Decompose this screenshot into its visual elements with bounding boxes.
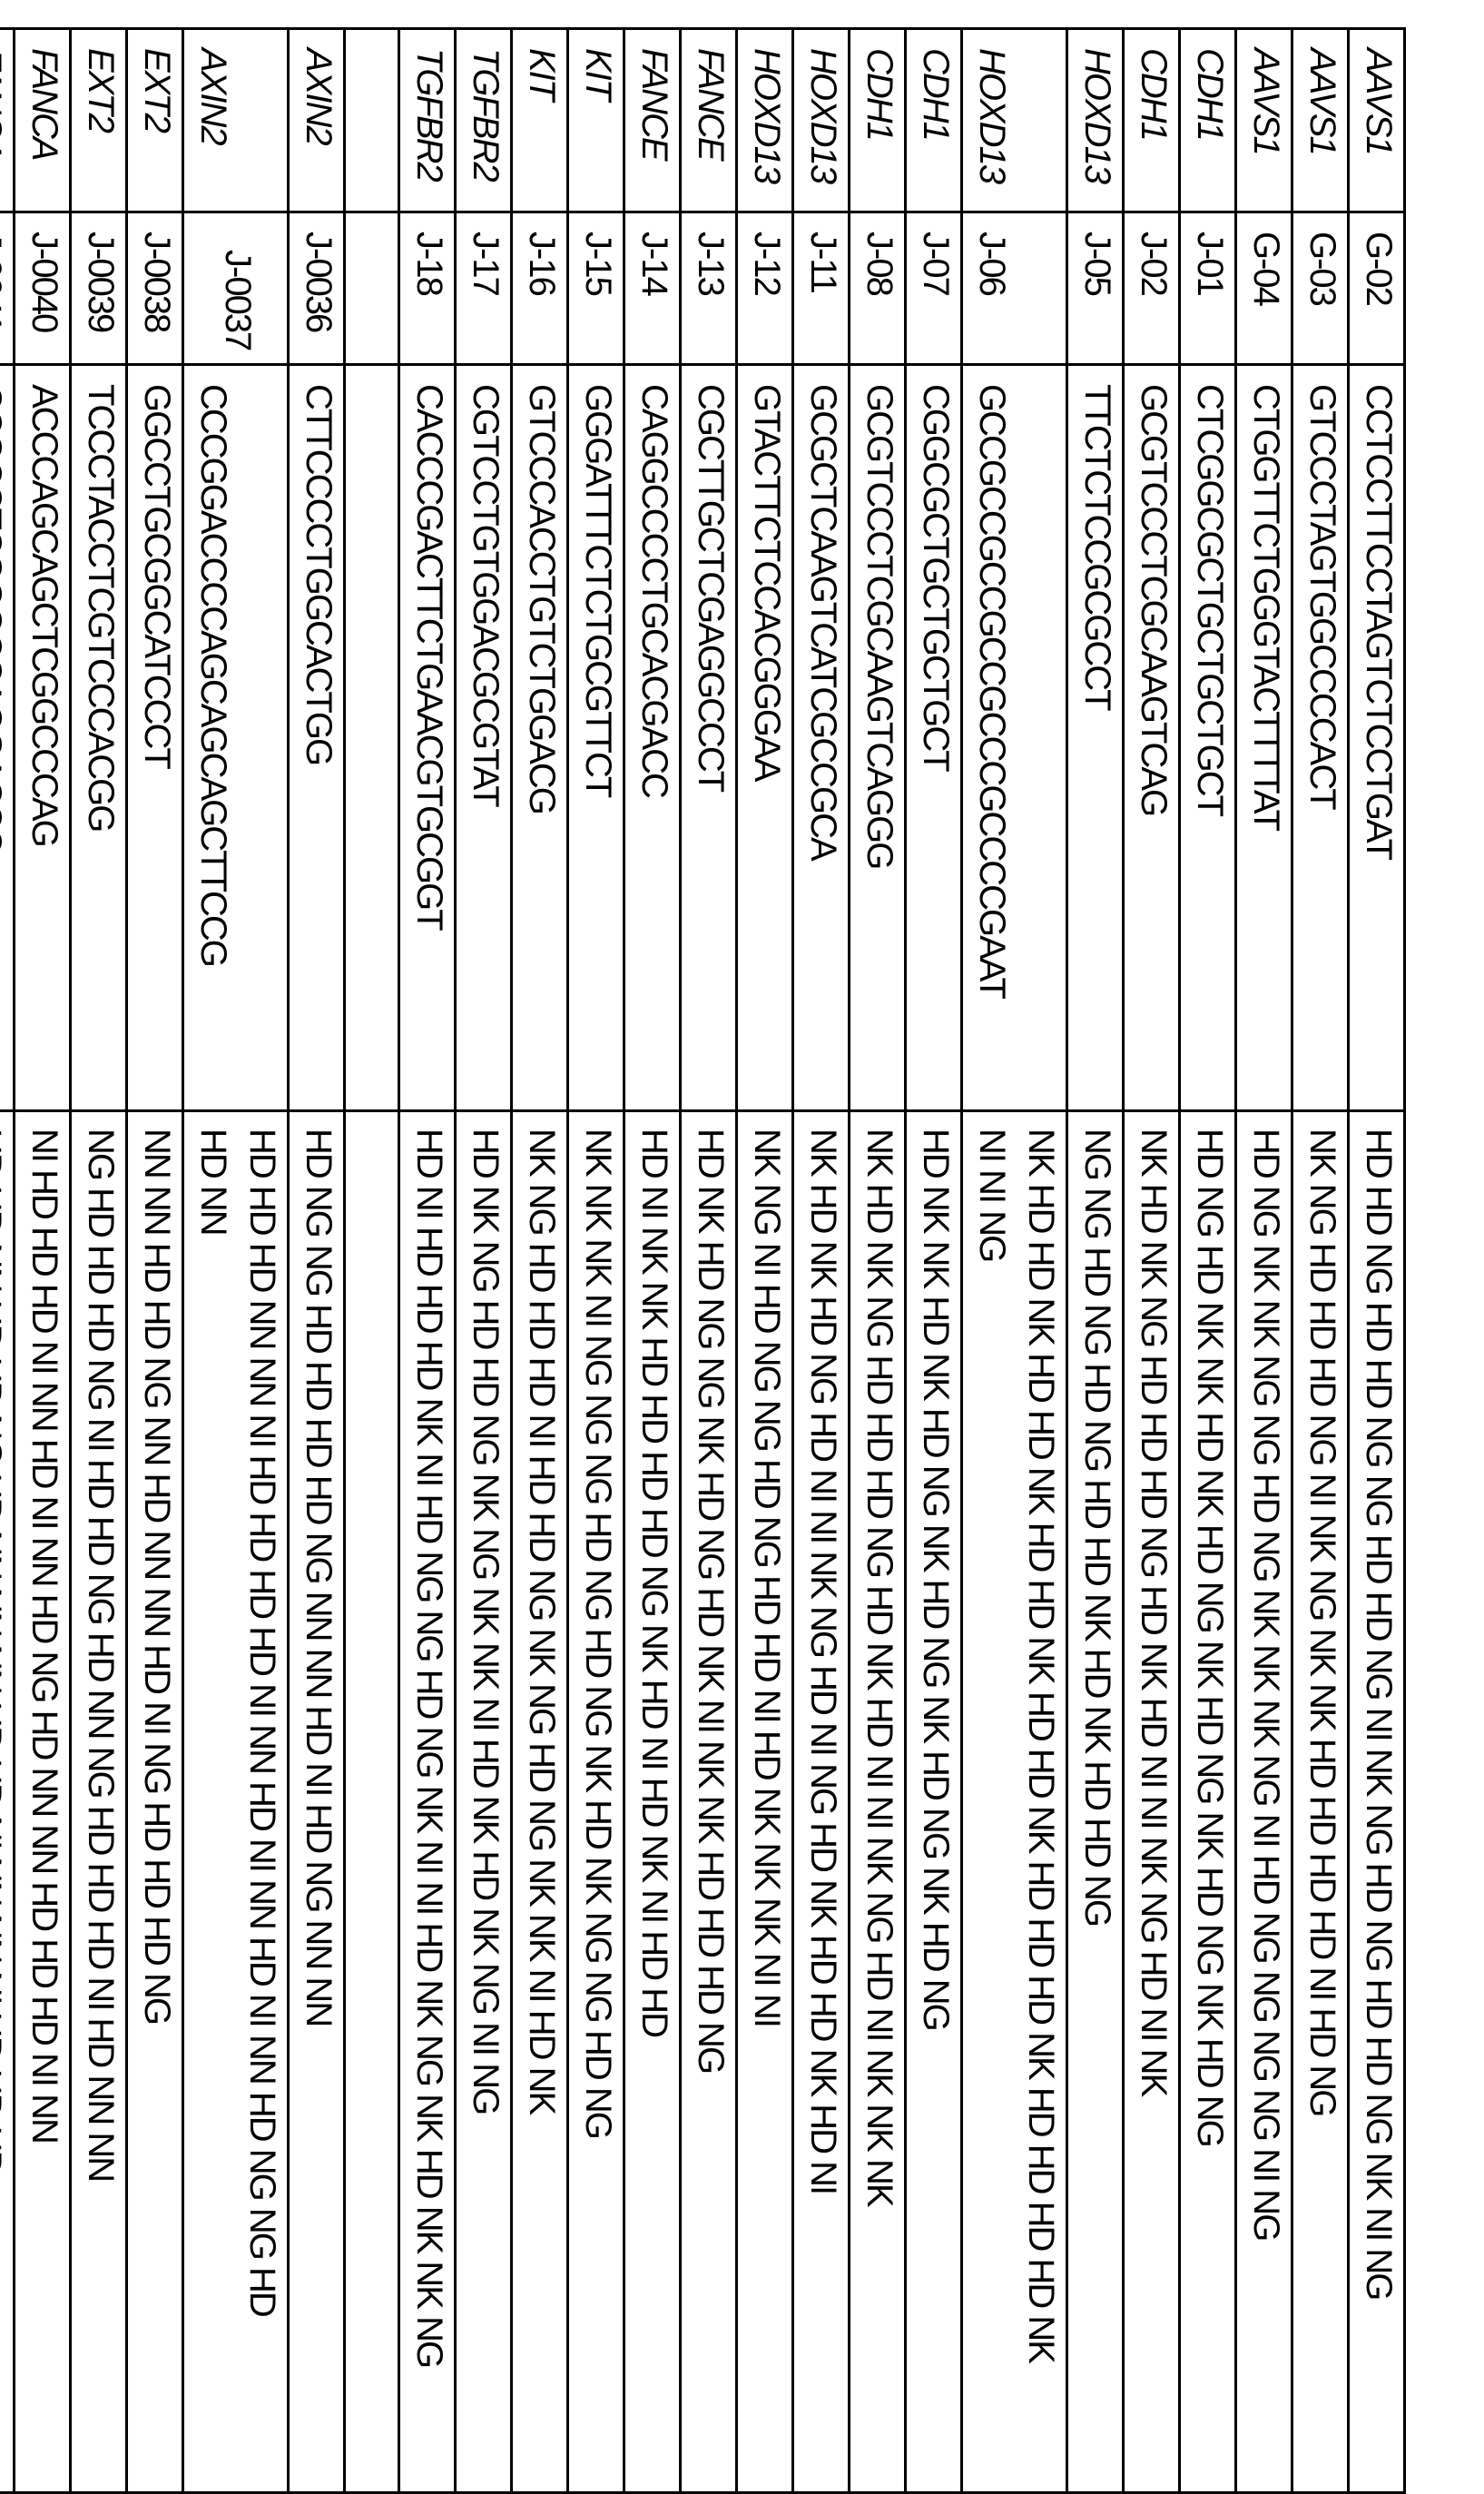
gene-cell: KIT [512, 29, 568, 212]
gene-cell: HOXD13 [737, 29, 793, 212]
rvd-line: NK HD NK NG HD HD HD NG HD NK HD NI NI NK NG HD NI NK NK NK [855, 1129, 904, 2491]
gene-cell [345, 29, 399, 212]
sequence-cell: ACCCAGCAGCTCGGCCCAG [15, 365, 71, 1111]
sequence-cell: CGTCCTGTGGACGCGTAT [456, 365, 512, 1111]
rvd-line: HD HD HD NN NN NI HD HD HD HD NI NN HD NI NN HD NI NN HD NG NG HD [238, 1129, 287, 2491]
gene-cell: FANCA [15, 29, 71, 212]
rvd-cell [1180, 1111, 1236, 2493]
rvd-cell [0, 1111, 15, 2493]
rvd-line: HD HD NN HD HD NG HD NN NN NN HD HD NI NN NN NI HD HD HD [0, 1129, 13, 2491]
table-row [399, 29, 456, 2493]
id-cell: J-17 [456, 212, 512, 365]
table-row [624, 29, 681, 2493]
rvd-line: NK NG NI HD NG NG HD NG HD HD NI HD NK NK NK NI NI [742, 1129, 791, 2491]
table-row [127, 29, 183, 2493]
rvd-line: NI NI NG [968, 1129, 1017, 2491]
sequence-cell: CTGGTTCTGGGTACTTTTAT [1236, 365, 1292, 1111]
sequence-cell: CCGCCTCGGGCCAGGACCC [0, 365, 15, 1111]
table-row [1124, 29, 1180, 2493]
rvd-cell [15, 1111, 71, 2493]
rvd-cell [906, 1111, 962, 2493]
sequence-cell: GCCGCCGCCGCCGCCCGCCCCGAAT [962, 365, 1067, 1111]
rvd-line: NK HD HD NK HD HD NK HD HD NK HD HD NK HD HD HD NK HD HD HD HD NK [1017, 1129, 1066, 2491]
rvd-line: NK NG HD HD HD NI HD HD NG NK NG HD NG NK NK NI HD NK [517, 1129, 566, 2491]
empty-row [345, 29, 399, 2493]
gene-cell: EXT2 [71, 29, 127, 212]
table-row [962, 29, 1067, 2493]
rvd-cell [737, 1111, 793, 2493]
rvd-line: HD HD NG HD HD NG NG HD HD NG NI NK NG HD NG HD HD NG NK NI NG [1354, 1129, 1403, 2491]
sequence-cell: GTCCCTAGTGGCCCCACT [1292, 365, 1349, 1111]
rvd-cell [568, 1111, 624, 2493]
rvd-cell [850, 1111, 906, 2493]
gene-cell: CDH1 [1180, 29, 1236, 212]
id-cell: J-16 [512, 212, 568, 365]
sequence-cell: GTCCCACCTGTCTGGACG [512, 365, 568, 1111]
id-cell: J-14 [624, 212, 681, 365]
gene-cell: AAVS1 [1349, 29, 1405, 212]
rvd-cell [1349, 1111, 1405, 2493]
gene-cell: AAVS1 [1292, 29, 1349, 212]
rvd-line: HD NK NG HD HD NG NK NG NK NK NI HD NK HD NK NG NI NG [461, 1129, 510, 2491]
table-row [289, 29, 345, 2493]
gene-cell: EXT2 [127, 29, 183, 212]
rvd-cell [456, 1111, 512, 2493]
rvd-line: HD NG NK NK NG NG HD NG NK NK NK NG NI HD NG NG NG NG NI NG [1242, 1129, 1291, 2491]
table-row [1067, 29, 1124, 2493]
rotated-table-container [1, 27, 1406, 2494]
rvd-cell [624, 1111, 681, 2493]
gene-cell: HOXD13 [1067, 29, 1124, 212]
table-row [512, 29, 568, 2493]
gene-cell: TGFBR2 [456, 29, 512, 212]
id-cell: J-0040 [15, 212, 71, 365]
id-cell: J-18 [399, 212, 456, 365]
sequence-cell: GCGTCCCTCGCAAGTCAGGG [850, 365, 906, 1111]
id-cell: G-04 [1236, 212, 1292, 365]
id-cell: J-13 [681, 212, 737, 365]
rvd-cell [1124, 1111, 1180, 2493]
table-row [850, 29, 906, 2493]
gene-cell: AAVS1 [1236, 29, 1292, 212]
rvd-line: NK NG HD HD HD NG NI NK NG NK NK HD HD HD HD NI HD NG [1298, 1129, 1347, 2491]
rvd-line: NG NG HD NG HD NG HD HD NK HD NK HD HD NG [1073, 1129, 1122, 2491]
table-row [71, 29, 127, 2493]
rvd-cell [289, 1111, 345, 2493]
id-cell: J-0039 [71, 212, 127, 365]
talen-table [0, 27, 1406, 2494]
id-cell: J-0037 [183, 212, 289, 365]
gene-cell: KIT [568, 29, 624, 212]
rvd-cell [1292, 1111, 1349, 2493]
gene-cell: CDH1 [1124, 29, 1180, 212]
table-row [568, 29, 624, 2493]
rvd-line: NG HD HD HD NG NI HD HD NG HD NN NG HD HD HD NI HD NN NN [76, 1129, 125, 2491]
rvd-cell [399, 1111, 456, 2493]
table-row [1180, 29, 1236, 2493]
sequence-cell: TTCTCTCCGCGCCT [1067, 365, 1124, 1111]
id-cell: J-07 [906, 212, 962, 365]
sequence-cell: CCCGGACCCCAGCAGCAGCTTCCG [183, 365, 289, 1111]
id-cell: J-11 [793, 212, 850, 365]
rvd-cell [793, 1111, 850, 2493]
gene-cell: FANCA [0, 29, 15, 212]
rvd-cell [1067, 1111, 1124, 2493]
sequence-cell: GCGTCCCTCGCAAGTCAG [1124, 365, 1180, 1111]
gene-cell: TGFBR2 [399, 29, 456, 212]
id-cell: J-0041 [0, 212, 15, 365]
gene-cell: FANCE [681, 29, 737, 212]
rvd-line: HD NK NK HD NK HD NG NK HD NG NK HD NG NK HD NG [911, 1129, 960, 2491]
sequence-cell: GGCCTGCGGCATCCCT [127, 365, 183, 1111]
id-cell: J-12 [737, 212, 793, 365]
sequence-cell [345, 365, 399, 1111]
sequence-cell: CACCCGACTTCTGAACGTGCGGT [399, 365, 456, 1111]
rvd-line: HD NN [189, 1129, 238, 2491]
sequence-cell: GCGCTCAAGTCATCGCCGCA [793, 365, 850, 1111]
gene-cell: HOXD13 [962, 29, 1067, 212]
table-row [1292, 29, 1349, 2493]
id-cell: J-01 [1180, 212, 1236, 365]
id-cell: J-06 [962, 212, 1067, 365]
gene-cell: HOXD13 [793, 29, 850, 212]
table-row [15, 29, 71, 2493]
gene-cell: FANCE [624, 29, 681, 212]
table-body [0, 29, 1405, 2493]
id-cell: G-03 [1292, 212, 1349, 365]
table-row [0, 29, 15, 2493]
id-cell: J-15 [568, 212, 624, 365]
rvd-cell [962, 1111, 1067, 2493]
id-cell: J-0036 [289, 212, 345, 365]
table-row [1349, 29, 1405, 2493]
rvd-line: NK HD NK HD NG HD NI NI NK NG HD NI NG HD NK HD HD NK HD NI [799, 1129, 848, 2491]
id-cell: J-0038 [127, 212, 183, 365]
id-cell: G-02 [1349, 212, 1405, 365]
rvd-cell [345, 1111, 399, 2493]
sequence-cell: CGGCGCTGCTGCTGCT [906, 365, 962, 1111]
rvd-line: NK NK NK NI NG NG NG HD NG HD NG NK HD NK NG NG HD NG [574, 1129, 623, 2491]
table-row [1236, 29, 1292, 2493]
rvd-line: HD NK HD NG NG NK HD NG HD NK NI NK NK HD HD HD NG [686, 1129, 735, 2491]
rvd-cell [1236, 1111, 1292, 2493]
id-cell: J-02 [1124, 212, 1180, 365]
rvd-line: HD NI HD HD HD NK NI HD NG NG HD NG NK NI NI HD NK NG NK HD NK NK NG [405, 1129, 454, 2491]
id-cell: J-05 [1067, 212, 1124, 365]
table-row [906, 29, 962, 2493]
sequence-cell: CTTCCCCTGGCACTGG [289, 365, 345, 1111]
sequence-cell: CAGGCCCCTGCACGACC [624, 365, 681, 1111]
rvd-cell [71, 1111, 127, 2493]
rvd-line: NN NN HD HD NG NN HD NN NN HD NI NG HD HD HD NG [133, 1129, 182, 2491]
rvd-cell [183, 1111, 289, 2493]
rvd-line: NI HD HD HD NI NN HD NI NN HD NG HD NN NN HD HD HD NI NN [20, 1129, 69, 2491]
sequence-cell: CCTCCTTCCTAGTCTCCTGAT [1349, 365, 1405, 1111]
id-cell: J-08 [850, 212, 906, 365]
gene-cell: CDH1 [906, 29, 962, 212]
rvd-line: NK HD NK NG HD HD HD NG HD NK HD NI NI NK NG HD NI NK [1129, 1129, 1178, 2491]
rvd-cell [512, 1111, 568, 2493]
rvd-line: HD NI NK NK HD HD HD HD NG NK HD NI HD NK NI HD HD [630, 1129, 679, 2491]
sequence-cell: GTACTTCTCCACGGGAA [737, 365, 793, 1111]
rvd-cell [127, 1111, 183, 2493]
sequence-cell: GGGATTTCTCTGCGTTCT [568, 365, 624, 1111]
table-row [183, 29, 289, 2493]
id-cell [345, 212, 399, 365]
gene-cell: AXIN2 [289, 29, 345, 212]
rvd-line: HD NG HD NK NK HD NK HD NG NK HD NG NK HD NG NK HD NG [1185, 1129, 1234, 2491]
sequence-cell: CGCTTGCTCGAGGCCCT [681, 365, 737, 1111]
gene-cell: AXIN2 [183, 29, 289, 212]
rvd-cell [681, 1111, 737, 2493]
gene-cell: CDH1 [850, 29, 906, 212]
sequence-cell: CTCGGCGCTGCTGCTGCT [1180, 365, 1236, 1111]
table-row [681, 29, 737, 2493]
table-row [737, 29, 793, 2493]
sequence-cell: TCCCTACCTCGTCCCACGG [71, 365, 127, 1111]
table-row [793, 29, 850, 2493]
rvd-line: HD NG NG HD HD HD HD NG NN NN HD NI HD NG NN NN [294, 1129, 343, 2491]
table-row [456, 29, 512, 2493]
